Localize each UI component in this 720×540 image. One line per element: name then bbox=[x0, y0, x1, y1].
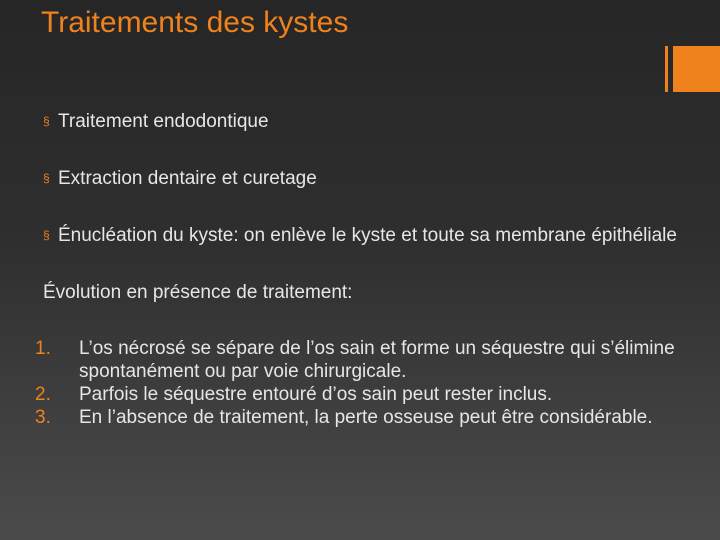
bullet-text: Extraction dentaire et curetage bbox=[58, 168, 317, 189]
numbered-item bbox=[35, 383, 683, 406]
numbered-item bbox=[35, 406, 683, 429]
slide-title: Traitements des kystes bbox=[41, 6, 349, 39]
bullet-text: Traitement endodontique bbox=[58, 111, 269, 132]
numbered-list bbox=[35, 337, 683, 429]
item-text: En l’absence de traitement, la perte osseuse peut être considérable. bbox=[79, 407, 653, 428]
item-number: 3. bbox=[35, 407, 51, 428]
bullet-item bbox=[43, 167, 683, 190]
item-text: Parfois le séquestre entouré d’os sain peut rester inclus. bbox=[79, 384, 553, 405]
bullet-marker-icon: § bbox=[43, 114, 50, 128]
accent-bars-decoration bbox=[665, 46, 720, 92]
bullet-marker-icon: § bbox=[43, 228, 50, 242]
accent-bar-thin bbox=[665, 46, 668, 92]
item-text: L’os nécrosé se sépare de l’os sain et forme un séquestre qui s’élimine spontanément ou par voie chirurgicale. bbox=[79, 338, 675, 382]
slide-body bbox=[35, 110, 683, 429]
bullet-marker-icon: § bbox=[43, 171, 50, 185]
bullet-item bbox=[43, 110, 683, 133]
item-number: 2. bbox=[35, 384, 51, 405]
bullet-text: Énucléation du kyste: on enlève le kyste et toute sa membrane épithéliale bbox=[58, 225, 677, 246]
evolution-heading: Évolution en présence de traitement: bbox=[43, 282, 353, 303]
accent-bar-thick bbox=[673, 46, 720, 92]
bullet-item bbox=[43, 224, 683, 247]
item-number: 1. bbox=[35, 338, 51, 359]
numbered-item bbox=[35, 337, 683, 383]
